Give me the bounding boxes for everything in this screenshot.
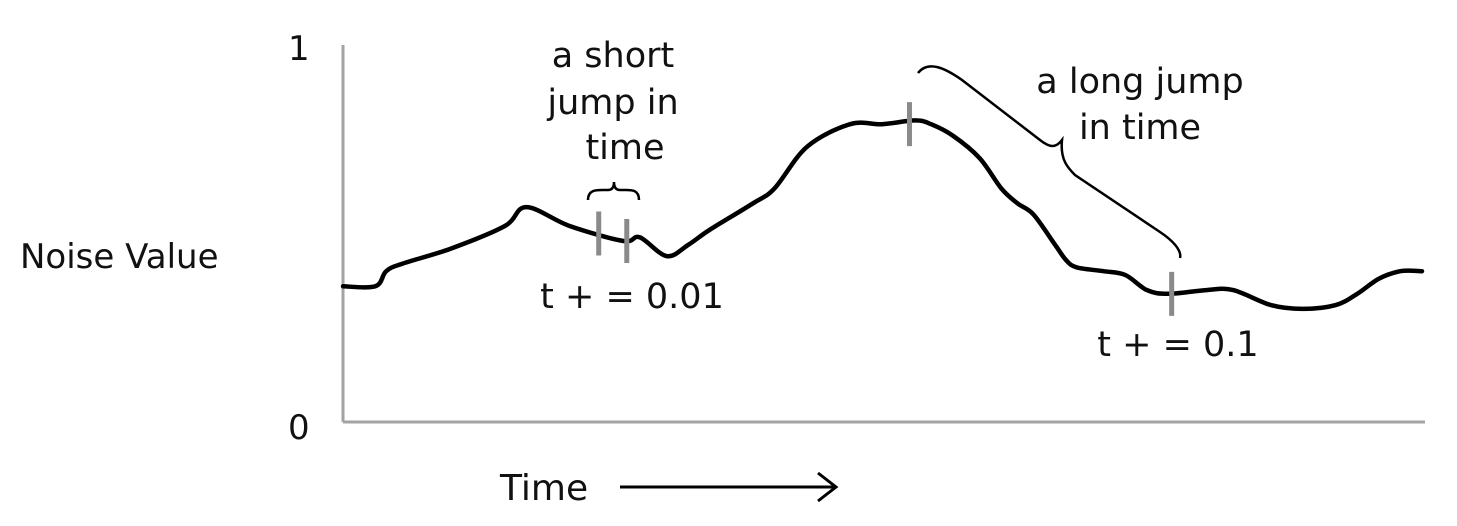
y-axis-title: Noise Value (20, 237, 219, 277)
short-jump-text-line-2: jump in (547, 83, 679, 123)
short-jump-step-label: t + = 0.01 (540, 277, 724, 317)
y-tick-label-1: 1 (288, 29, 310, 69)
long-jump-annotation (918, 62, 1259, 365)
short-jump-text-line-1: a short (551, 36, 675, 76)
short-jump-annotation (540, 36, 724, 317)
noise-line (343, 120, 1422, 309)
long-jump-step-label: t + = 0.1 (1097, 325, 1259, 365)
x-axis-arrow (620, 473, 836, 501)
x-axis-title: Time (500, 468, 589, 509)
long-jump-text-line-1: a long jump (1036, 62, 1244, 102)
short-jump-brace (588, 182, 639, 200)
y-tick-label-0: 0 (288, 408, 310, 448)
short-jump-text-line-3: time (585, 128, 665, 168)
long-jump-text-line-2: in time (1078, 108, 1202, 148)
